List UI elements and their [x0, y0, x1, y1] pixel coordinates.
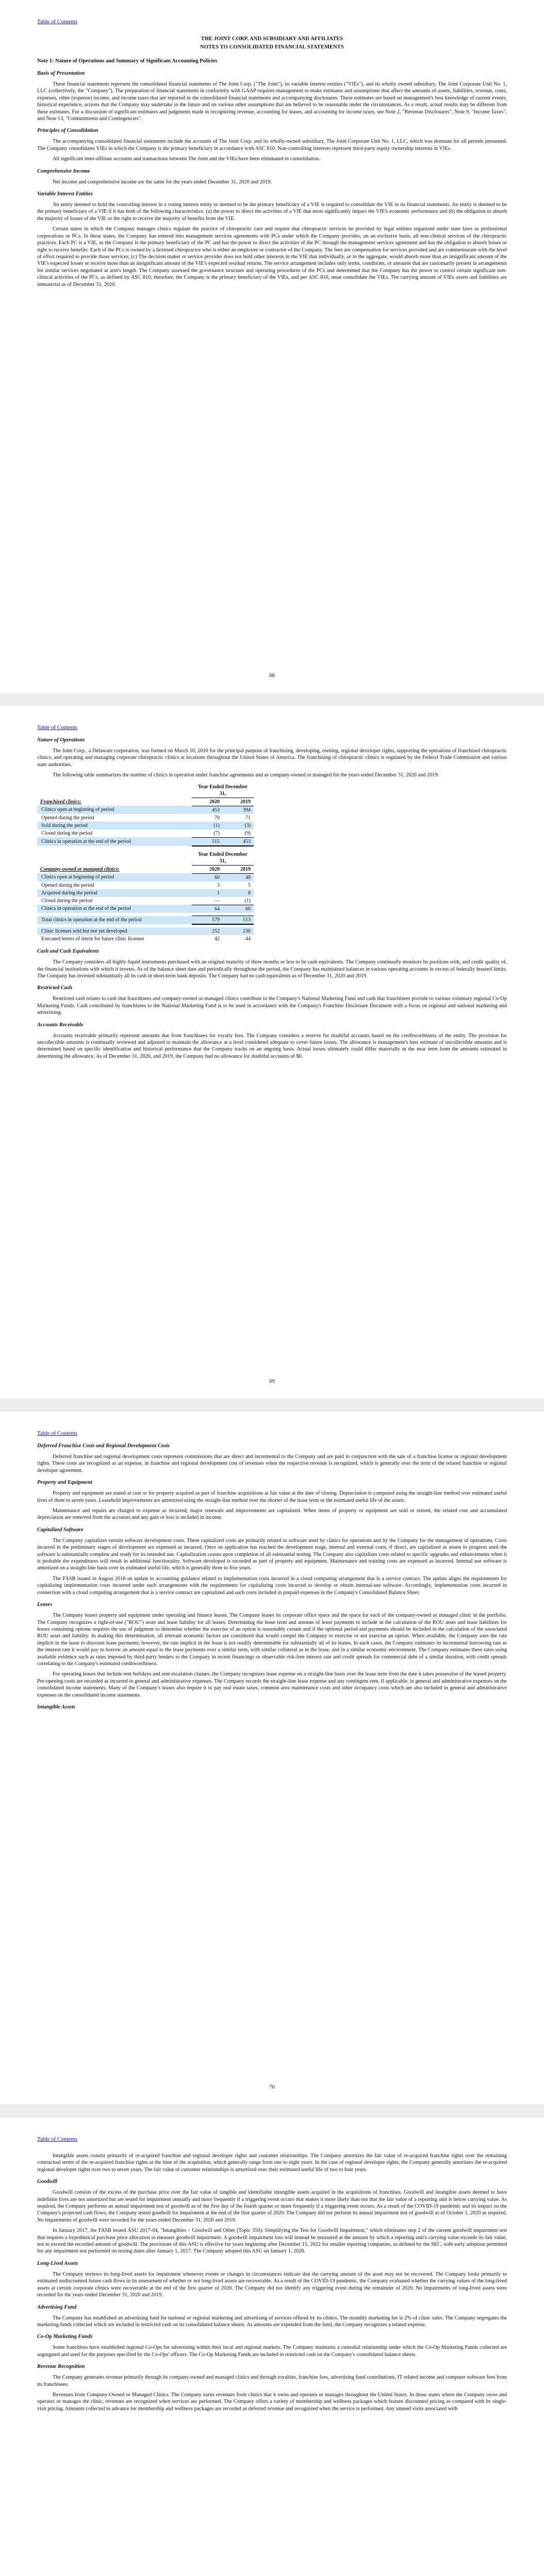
paragraph: The Company generates revenue primarily through its company-owned and managed clinics and through royalties, franchise fees, advertising fund contributions, IT related income and computer software fees from its franchisees.	[37, 2375, 507, 2387]
table-of-contents-link[interactable]: Table of Contents	[37, 724, 78, 731]
table-row: Sold during the period (1) (3)	[37, 822, 254, 829]
table-row: Opened during the period 3 5	[41, 882, 251, 888]
paragraph: Deferred franchise and regional development costs represent commissions that are direct and incremental to the Company and are paid in conjunction with the sale of a franchise license or regional development rights. These costs are recognized as an expense, in franchise and regional development cost of revenues when the respective revenue is recognized, which is generally over the term of the related franchise or regional developer agreement.	[37, 1454, 507, 1473]
section-title-co-op-marketing: Co-Op Marketing Funds	[37, 2334, 93, 2340]
paragraph: An entity deemed to hold the controlling interest in a voting interest entity or deemed to be the primary beneficiary of a VIE is required to consolidate the VIE in its financial statements. An entity is deemed to be the primary beneficiary of a VIE if it has both of the following characteristics: (a) the power to direct the activities of a VIE that most significantly impact the VIE's economic performance and (b) the obligation to absorb the majority of losses of the VIE or the right to receive the majority of benefits from the VIE.	[37, 202, 507, 222]
year-header: 2019	[223, 865, 254, 873]
section-title-goodwill: Goodwill	[37, 2179, 58, 2185]
paragraph: The following table summarizes the number of clinics in operation under franchise agreements and as company-owned or managed for the years ended December 31, 2020 and 2019:	[53, 772, 439, 778]
period-header: Year Ended December 31,	[192, 851, 254, 866]
page-number: 69	[269, 1379, 275, 1384]
period-header: Year Ended December 31,	[192, 783, 254, 798]
paragraph: Goodwill consists of the excess of the purchase price over the fair value of tangible and identifiable intangible assets acquired in the acquisitions of franchises. Goodwill and intangible assets deemed to have indefinite lives are not amortized but are tested for impairment annually and more frequently if a triggering event occurs that makes it more likely than not that the fair value of a reporting unit is below carrying value. As required, the Company performs an annual impairment test of goodwill as of the first day of the fourth quarter or more frequently if a triggering event occurs. As a result of the COVID-19 pandemic and its impact on the Company's projected cash flows, the Company tested goodwill for impairment at the end of the first quarter of 2020. The Company did not perform its annual impairment test of goodwill as of October 1, 2020 as required. No impairments of goodwill were recorded for the years ended December 31, 2020 and 2019.	[37, 2190, 507, 2223]
paragraph: The FASB issued in August 2018 an update to accounting guidance related to implementation costs incurred in a cloud computing arrangement that is a service contract. The update aligns the requirements for capitalizing implementation costs incurred under such arrangements with the requirements for capitalizing costs incurred to develop or obtain internal-use software. Accordingly, implementation costs incurred in connection with a cloud computing arrangement that is a service contract are capitalized and such costs included in prepaid expenses in the Company's Consolidated Balance Sheet.	[37, 1575, 507, 1596]
paragraph: Certain states in which the Company manages clinics regulate the practice of chiropractic care and require that chiropractic services be provided by legal entities organized under state laws as professional corporations or PCs. In these states, the Company has entered into management services agreements with PCs under which the Company provides, on an exclusive basis, all non-clinical services of the chiropractic practices. Each PC is a VIE, as the Company is the primary beneficiary of the PC and has the power to direct the activities of the PC through the management services agreement and has the obligation to absorb losses or right to receive benefits. Each of the PCs is owned by a licensed chiropractor who is either an employee or contractor of the Company. The fees are compensation for services provided and are commensurate with the level of effort required to provide those services; (c) The decision maker or service provider does not hold other interests in the VIE that individually, or in the aggregate, would absorb more than an insignificant amount of the VIE's expected losses or receive more than an insignificant amount of the VIE's expected residual returns. The service arrangement includes only terms, conditions, or amounts that are customarily present in arrangements for similar services negotiated at arm's length. The Company assessed the governance structure and operating procedures of the PCs and determined that the Company has the power to control certain significant non-clinical activities of the PCs, as defined by ASC 810; therefore, the Company is the primary beneficiary of the VIEs, and per ASC 810, must consolidate the VIEs. The carrying amount of VIEs assets and liabilities are immaterial as of December 31, 2020.	[37, 226, 507, 287]
paragraph: Net income and comprehensive income are the same for the years ended December 31, 2020 and 2019.	[53, 179, 272, 185]
franchised-clinics-table	[37, 783, 254, 846]
section-title-leases: Leases	[37, 1602, 53, 1608]
section-title-consolidation: Principles of Consolidation	[37, 128, 98, 134]
table-row: Clinics open at beginning of period 453 394	[37, 806, 254, 814]
section-title-property-equipment: Property and Equipment	[37, 1480, 92, 1486]
table-of-contents-link[interactable]: Table of Contents	[37, 19, 78, 25]
paragraph: The Company considers all highly liquid instruments purchased with an original maturity of three months or less to be cash equivalents. The Company continually monitors its positions with, and credit quality of, the financial institutions with which it invests. As of the balance sheet date and periodically throughout the period, the Company has maintained balances in various operating accounts in excess of federally insured limits. The Company has invested substantially all its cash in short-term bank deposits. The Company had no cash equivalents as of December 31, 2020 and 2019.	[37, 959, 507, 979]
section-title-accounts-receivable: Accounts Receivable	[37, 1022, 84, 1028]
table-total-row: Total clinics in operation at the end of the period 579 513	[37, 916, 254, 925]
company-owned-clinics-table	[37, 851, 254, 943]
paragraph: Restricted cash relates to cash that franchisees and company-owned or managed clinics contribute to the Company's National Marketing Fund and cash that franchisees provide to various voluntary regional Co-Op Marketing Funds. Cash contributed by franchisees to the National Marketing Fund is to be used in accordance with the Company's Franchise Disclosure Document with a focus on regional and national marketing and advertising.	[37, 996, 507, 1016]
paragraph: For operating leases that include rent holidays and rent escalation clauses, the Company recognizes lease expense on a straight-line basis over the lease term from the date it takes possession of the leased property. Pre-opening costs are recorded as incurred in general and administrative expenses. The Company records the straight-line lease expense and any contingent rent, if applicable, in general and administrative expenses on the consolidated income statements. Many of the Company's leases also require it to pay real estate taxes, common area maintenance costs and other occupancy costs which are also included in general and administrative expenses on the consolidated income statements.	[37, 1671, 507, 1698]
section-title-intangible-assets: Intangible Assets	[37, 1704, 76, 1710]
table-row: Closed during the period (7) (9)	[41, 830, 251, 836]
paragraph: Intangible assets consist primarily of re-acquired franchise and regional developer rights and customer relationships. The Company amortizes the fair value of re-acquired franchise rights over the remaining contractual terms of the re-acquired franchise rights at the time of the acquisition, which generally range from one to eight years. In the case of regional developer rights, the Company generally amortizes the re-acquired regional developer rights over two to seven years. The fair value of customer relationships is amortized over their estimated useful life of two to four years.	[37, 2153, 507, 2173]
paragraph: The accompanying consolidated financial statements include the accounts of The Joint Corp. and its wholly-owned subsidiary, The Joint Corporate Unit No. 1, LLC, which was dormant for all periods presented. The Company consolidates VIEs in which the Company is the primary beneficiary in accordance with ASC 810. Non-controlling interests represent third-party equity ownership interests in VIEs.	[37, 139, 507, 151]
paragraph: These financial statements represent the consolidated financial statements of The Joint Corp. ("The Joint"), its variable interest entities ("VIEs"), and its wholly owned subsidiary, The Joint Corporate Unit No. 1, LLC (collectively, the "Company"). The preparation of financial statements in conformity with GAAP requires management to make estimates and assumptions that affect the amounts of assets, liabilities, revenue, costs, expenses, other (expense) income, and income taxes that are reported in the consolidated financial statements and accompanying disclosures. These estimates are based on management's best knowledge of current events, historical experience, actions that the Company may undertake in the future and on various other assumptions that are believed to be reasonable under the circumstances. As a result, actual results may be different from these estimates. For a discussion of significant estimates and judgments made in recognizing revenue, accounting for leases, and accounting for income taxes, see Note 2, "Revenue Disclosures", Note 9, "Income Taxes", and Note 13, "Commitments and Contingencies".	[37, 81, 507, 122]
paragraph: In January 2017, the FASB issued ASU 2017-04, "Intangibles – Goodwill and Other (Topic 350): Simplifying the Test for Goodwill Impairment," which eliminates step 2 of the current goodwill impairment test that requires a hypothetical purchase price allocation to measure goodwill impairment. A goodwill impairment loss will instead be measured at the amount by which a reporting unit's carrying value exceeds its fair value, not to exceed the recorded amount of goodwill. The provisions of this ASU is effective for years beginning after December 15, 2022 for smaller reporting companies, as defined by the SEC, with early adoption permitted for any impairment test performed on testing dates after January 1, 2017. The Company adopted this ASU on January 1, 2020.	[37, 2228, 507, 2255]
table-row: Executed letters of intent for future clinic licenses 42 44	[41, 936, 251, 942]
table-caption: Franchised clinics:	[40, 799, 81, 805]
paragraph: All significant inter-affiliate accounts and transactions between The Joint and the VIEs have been eliminated in consolidation.	[53, 156, 320, 162]
paragraph: Property and equipment are stated at cost or for property acquired as part of franchise acquisitions at fair value at the date of closing. Depreciation is computed using the straight-line method over estimated useful lives of three to seven years. Leasehold improvements are amortized using the straight-line method over the shorter of the lease term or the estimated useful life of the assets.	[37, 1490, 507, 1503]
table-total-row: Clinics in operation at the end of the period 515 453	[37, 837, 254, 846]
section-title-revenue-recognition: Revenue Recognition	[37, 2364, 85, 2370]
section-title-advertising-fund: Advertising Fund	[37, 2304, 77, 2310]
section-title-capitalized-software: Capitalized Software	[37, 1527, 84, 1533]
paragraph: The Company leases property and equipment under operating and finance leases. The Company leases its corporate office space and the space for each of the company-owned or managed clinic in the portfolio. The Company recognizes a right-of-use ("ROU") asset and lease liability for all leases. Determining the lease term and amount of lease payments to include in the calculation of the ROU asset and lease liabilities for leases containing options requires the use of judgment to determine whether the exercise of an option is reasonably certain and if the optional period and payments should be included in the calculation of the associated ROU asset and liability. In making this determination, all relevant economic factors are considered that would compel the Company to exercise or not exercise an option. When available, the Company uses the rate implicit in the lease to discount lease payments; however, the rate implicit in the lease is not readily determinable for substantially all of its leases. In such cases, the Company estimates its incremental borrowing rate as the interest rate it would pay to borrow an amount equal to the lease payments over a similar term, with similar collateral as in the lease, and in a similar economic environment. The Company estimates these rates using available evidence such as rates imposed by third-party lenders to the Company in recent financings or observable risk-free interest rate and credit spreads for commercial debt of a similar duration, with credit spreads correlating to the Company's estimated creditworthiness.	[37, 1613, 507, 1667]
page-70	[0, 1412, 544, 2105]
section-title-deferred-franchise-costs: Deferred Franchise Costs and Regional Development Costs	[37, 1443, 170, 1449]
section-title-long-lived-assets: Long-Lived Assets	[37, 2260, 78, 2266]
page-69	[0, 706, 544, 1399]
section-title-restricted-cash: Restricted Cash	[37, 985, 72, 991]
table-of-contents-link[interactable]: Table of Contents	[37, 1430, 78, 1436]
paragraph: The Company capitalizes certain software development costs. These capitalized costs are primarily related to software used by clinics for operations and by the Company for the management of operations. Costs incurred in the preliminary stages of development are expensed as incurred. Once an application has reached the development stage, internal and external costs, if direct, are capitalized as assets in progress until the software is substantially complete and ready for its intended use. Capitalization ceases upon completion of all substantial testing. The Company also capitalizes costs related to specific upgrades and enhancements when it is probable the expenditures will result in additional functionality. Software developed is recorded as part of property and equipment. Maintenance and training costs are expensed as incurred. Internal use software is amortized on a straight-line basis over its estimated useful life, which is generally three to five years.	[37, 1537, 507, 1571]
year-header: 2020	[192, 798, 223, 806]
notes-header: NOTES TO CONSOLIDATED FINANCIAL STATEMENTS	[200, 44, 344, 50]
paragraph: Some franchises have established regional Co-Ops for advertising within their local and regional markets. The Company maintains a custodial relationship under which the Co-Op Marketing Funds collected are segregated and used for the purposes specified by the Co-Ops' officers. The Co-Op Marketing Funds are included in restricted cash on the Company's consolidated balance sheets.	[37, 2345, 507, 2358]
table-subtotal-row: Clinics in operation at the end of the period 64 60	[37, 905, 254, 913]
table-caption: Company-owned or managed clinics:	[40, 866, 120, 872]
note-title: Note 1: Nature of Operations and Summary of Significant Accounting Policies	[37, 58, 218, 64]
year-header: 2019	[223, 798, 254, 806]
paragraph: Accounts receivable primarily represent amounts due from franchisees for royalty fees. The Company considers a reserve for doubtful accounts based on the creditworthiness of the entity. The provision for uncollectible amounts is continually reviewed and adjusted to maintain the allowance at a level considered adequate to cover future losses. The allowance is management's best estimate of uncollectible amounts and is determined based on specific identification and historical performance that the Company tracks on an ongoing basis. Actual losses ultimately could differ materially in the near term from the amounts estimated in determining the allowance. As of December 31, 2020, and 2019, the Company had no allowance for doubtful accounts of $0.	[37, 1032, 507, 1059]
table-row: Clinics open at beginning of period 60 48	[37, 873, 254, 882]
page-71	[0, 2117, 544, 2576]
paragraph: Maintenance and repairs are charged to expense as incurred; major renewals and improvements are capitalized. When items of property or equipment are sold or retired, the related cost and accumulated depreciation are removed from the accounts and any gain or loss is included in income.	[37, 1508, 507, 1521]
paragraph: The Company reviews its long-lived assets for impairment whenever events or changes in circumstances indicate that the carrying amount of the asset may not be recovered. The Company looks primarily to estimated undiscounted future cash flows in its assessment of whether or not long-lived assets are recoverable. As a result of the COVID-19 pandemic, the Company evaluated whether the carrying values of the long-lived assets at certain corporate clinics were recoverable at the end of the first quarter of 2020. The Company did not identify any triggering event during the remainder of 2020. No impairments of long-lived assets were recorded for the years ended December 31, 2020 and 2019.	[37, 2271, 507, 2298]
company-header: THE JOINT CORP. AND SUBSIDIARY AND AFFILIATES	[201, 36, 343, 42]
year-header: 2020	[192, 865, 223, 873]
section-title-basis: Basis of Presentation	[37, 71, 85, 76]
page-number: 70	[269, 2084, 275, 2090]
section-title-comprehensive-income: Comprehensive Income	[37, 168, 90, 174]
table-row: Acquired during the period 1 8	[37, 889, 254, 897]
table-row: Clinic licenses sold but not yet developed 252 236	[37, 927, 254, 935]
section-title-nature-of-operations: Nature of Operations	[37, 737, 85, 743]
table-row: Closed during the period — (1)	[41, 897, 251, 904]
table-of-contents-link[interactable]: Table of Contents	[37, 2136, 78, 2142]
table-row: Opened during the period 70 71	[41, 815, 251, 821]
paragraph: The Joint Corp., a Delaware corporation, was formed on March 10, 2010 for the principal purpose of franchising, developing, owning, regional developer rights, supporting the operations of franchised chiropractic clinics, and operating and managing corporate chiropractic clinics at locations throughout the United States of America. The franchising of chiropractic clinics is regulated by the Federal Trade Commission and various state authorities.	[37, 748, 507, 768]
section-title-vie: Variable Interest Entities	[37, 191, 93, 197]
paragraph: The Company has established an advertising fund for national or regional marketing and advertising of services offered by its clinics. The monthly marketing fee is 2% of clinic sales. The Company segregates the marketing funds collected which are included in restricted cash on its consolidated balance sheets. As amounts are expended from the fund, the Company recognizes a related expense.	[37, 2315, 507, 2328]
page-number: 68	[269, 673, 275, 679]
paragraph: Revenues from Company-Owned or Managed Clinics. The Company earns revenues from clinics that it owns and operates or manages throughout the United States. In those states where the Company owns and operates or manages the clinic, revenues are recognized when services are performed. The Company offers a variety of membership and wellness packages which feature discounted pricing as compared with its single-visit pricing. Amounts collected in advance for membership and wellness packages are recorded as deferred revenue and recognized when the service is performed. Any unused visits associated with	[37, 2392, 507, 2412]
section-title-cash: Cash and Cash Equivalents	[37, 948, 99, 955]
page-68	[0, 0, 544, 693]
